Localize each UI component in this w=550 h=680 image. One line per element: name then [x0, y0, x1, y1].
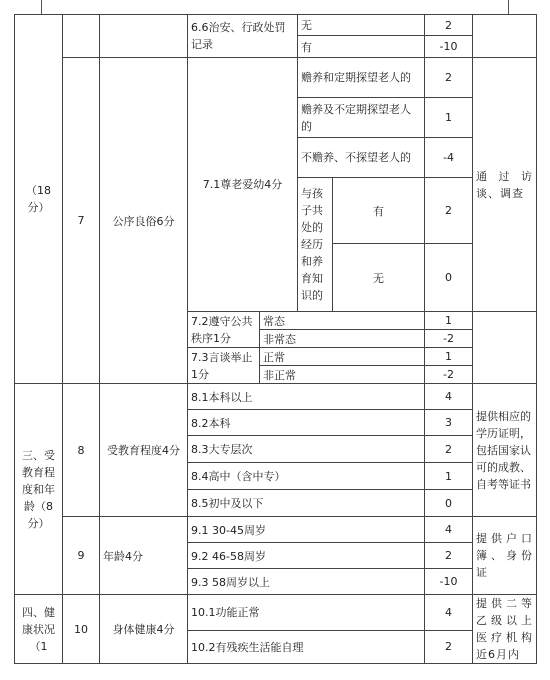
option-label: 8.1本科以上 [188, 384, 425, 410]
score-cell: 2 [425, 15, 473, 36]
scoring-table [14, 14, 537, 664]
category-cell: 三、受教育程度和年龄（8分） [15, 384, 63, 595]
child-experience-label: 与孩子共处的经历和养育知识的 [298, 178, 333, 312]
item-number-cell: 10 [63, 595, 100, 664]
option-label: 赡养及不定期探望老人的 [298, 98, 425, 138]
item-name-cell: 受教育程度4分 [100, 384, 188, 517]
note-cell [473, 312, 537, 384]
note-cell: 提供户口簿、身份证 [473, 517, 537, 595]
option-label: 非正常 [260, 366, 425, 384]
option-label: 9.3 58周岁以上 [188, 569, 425, 595]
option-label: 无 [298, 15, 425, 36]
score-cell: -4 [425, 138, 473, 178]
score-cell: 2 [425, 436, 473, 463]
score-cell: 1 [425, 348, 473, 366]
score-cell: 1 [425, 312, 473, 330]
score-cell: 2 [425, 178, 473, 244]
item-number-cell [63, 15, 100, 58]
note-cell: 提供二等乙级以上医疗机构近6月内 [473, 595, 537, 664]
score-cell: -2 [425, 366, 473, 384]
option-label: 9.1 30-45周岁 [188, 517, 425, 543]
score-cell: 3 [425, 410, 473, 436]
page-edge-line [508, 0, 509, 14]
item-name-cell [100, 15, 188, 58]
option-label: 有 [298, 36, 425, 58]
score-cell: 0 [425, 490, 473, 517]
subitem-label: 7.3言谈举止1分 [188, 348, 260, 384]
category-cell: （18分） [15, 15, 63, 384]
score-cell: 2 [425, 630, 473, 663]
score-cell: 4 [425, 595, 473, 631]
item-name-cell: 身体健康4分 [100, 595, 188, 664]
subitem-label: 7.1尊老爱幼4分 [188, 58, 298, 312]
note-cell: 通过访谈、调查 [473, 58, 537, 312]
score-cell: -10 [425, 36, 473, 58]
option-label: 非常态 [260, 330, 425, 348]
option-label: 8.2本科 [188, 410, 425, 436]
option-label: 8.5初中及以下 [188, 490, 425, 517]
option-label: 不赡养、不探望老人的 [298, 138, 425, 178]
page-edge-line [41, 0, 42, 14]
note-cell [473, 15, 537, 58]
score-cell: 1 [425, 463, 473, 490]
item-number-cell: 8 [63, 384, 100, 517]
item-number-cell: 9 [63, 517, 100, 595]
option-label: 9.2 46-58周岁 [188, 543, 425, 569]
option-label: 10.1功能正常 [188, 595, 425, 631]
category-cell: 四、健康状况（1 [15, 595, 63, 664]
score-cell: 2 [425, 543, 473, 569]
score-cell: 2 [425, 58, 473, 98]
option-label: 有 [333, 178, 425, 244]
option-label: 无 [333, 244, 425, 312]
score-cell: 1 [425, 98, 473, 138]
score-cell: 4 [425, 384, 473, 410]
option-label: 正常 [260, 348, 425, 366]
option-label: 10.2有残疾生活能自理 [188, 630, 425, 663]
score-cell: 0 [425, 244, 473, 312]
item-name-cell: 公序良俗6分 [100, 58, 188, 384]
option-label: 赡养和定期探望老人的 [298, 58, 425, 98]
score-cell: 4 [425, 517, 473, 543]
item-number-cell: 7 [63, 58, 100, 384]
subitem-label: 7.2遵守公共秩序1分 [188, 312, 260, 348]
note-cell: 提供相应的学历证明，包括国家认可的成教、自考等证书 [473, 384, 537, 517]
option-label: 常态 [260, 312, 425, 330]
score-cell: -2 [425, 330, 473, 348]
option-label: 8.3大专层次 [188, 436, 425, 463]
score-cell: -10 [425, 569, 473, 595]
option-label: 8.4高中（含中专） [188, 463, 425, 490]
item-name-cell: 年龄4分 [100, 517, 188, 595]
subitem-label: 6.6治安、行政处罚记录 [188, 15, 298, 58]
